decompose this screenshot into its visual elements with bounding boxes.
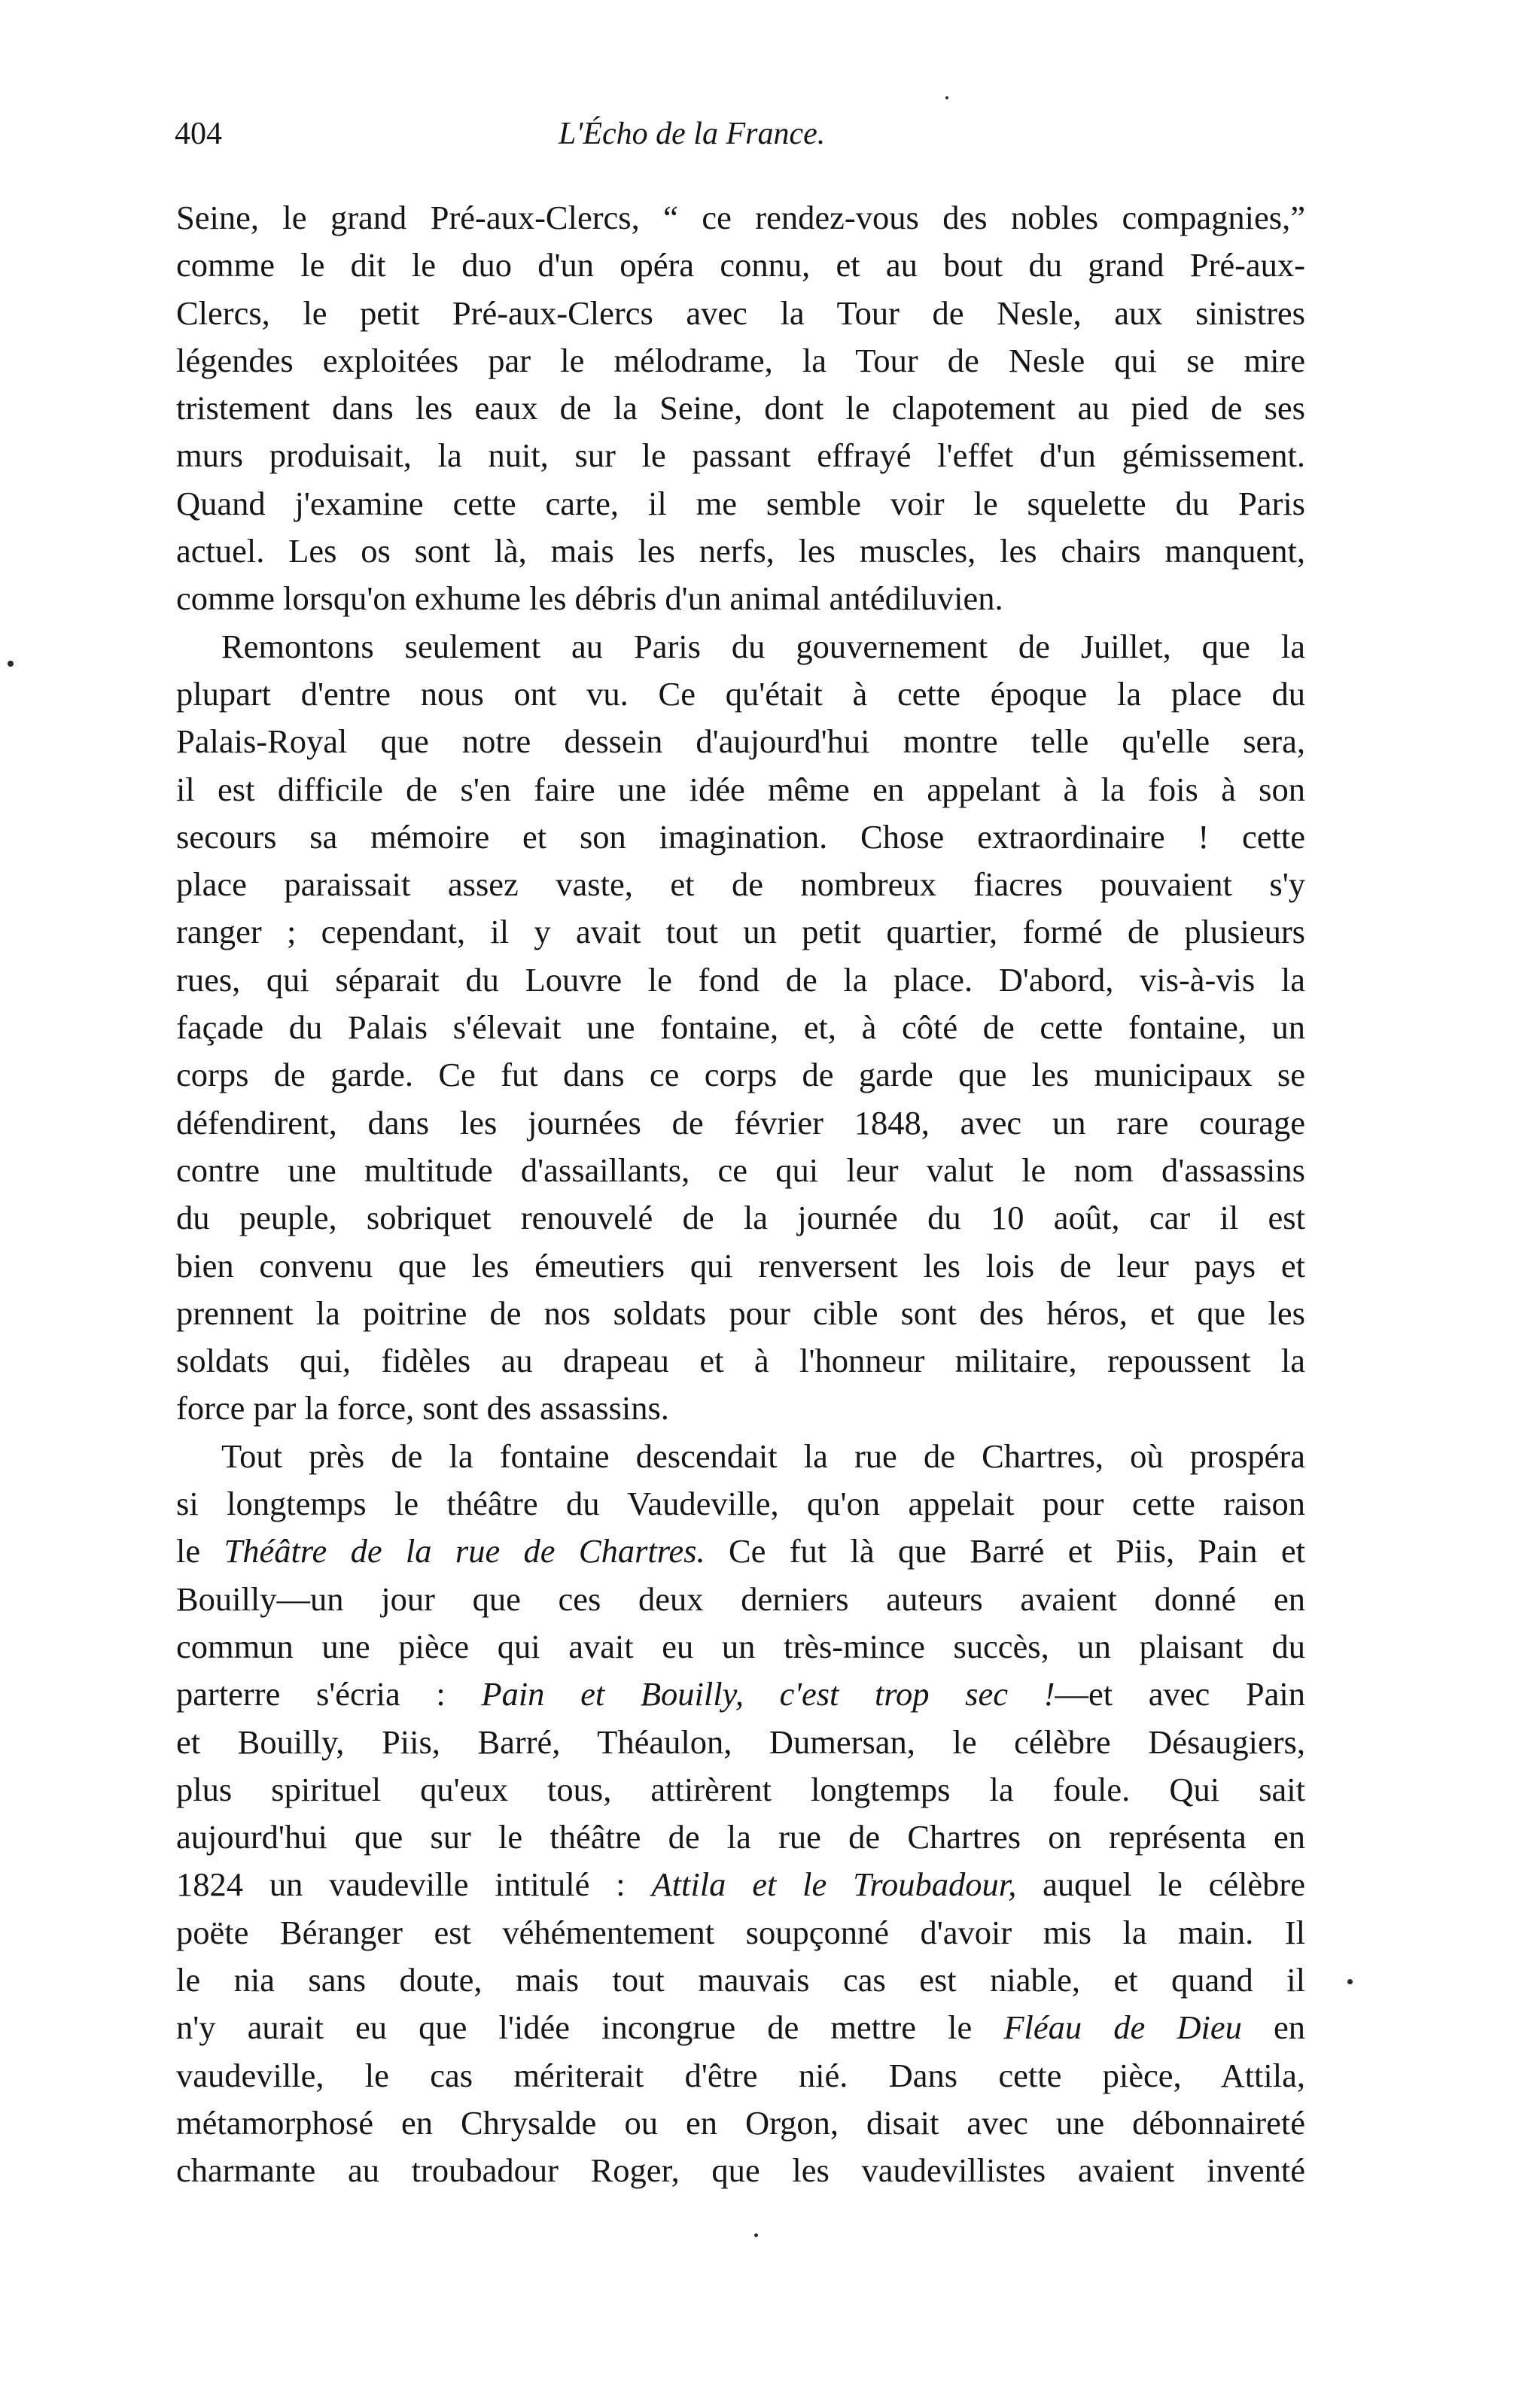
- text-line: défendirent, dans les journées de février 1848, avec un rare courage: [176, 1103, 1305, 1142]
- text-line: comme lorsqu'on exhume les débris d'un animal antédiluvien.: [176, 579, 1003, 618]
- text-line: vaudeville, le cas mériterait d'être nié. Dans cette pièce, Attila,: [176, 2056, 1305, 2094]
- text-line: [176, 1861, 1305, 1908]
- page-number: 404: [175, 117, 222, 151]
- text-line: force par la force, sont des assassins.: [176, 1389, 669, 1427]
- print-speck: [8, 661, 14, 667]
- text-line: actuel. Les os sont là, mais les nerfs, les muscles, les chairs manquent,: [176, 532, 1305, 570]
- text-line: et Bouilly, Piis, Barré, Théaulon, Dumersan, le célèbre Désaugiers,: [176, 1722, 1305, 1761]
- text-line: Quand j'examine cette carte, il me semble voir le squelette du Paris: [176, 484, 1305, 522]
- text-run: 1824 un vaudeville intitulé :: [176, 1865, 652, 1904]
- running-head: [175, 111, 1304, 157]
- text-line: si longtemps le théâtre du Vaudeville, qu'on appelait pour cette raison: [176, 1485, 1305, 1523]
- text-run: n'y aurait eu que l'idée incongrue de mettre le: [176, 2008, 1004, 2047]
- text-line: ranger ; cependant, il y avait tout un petit quartier, formé de plusieurs: [176, 913, 1305, 951]
- text-line: bien convenu que les émeutiers qui renversent les lois de leur pays et: [176, 1246, 1305, 1285]
- text-run: en: [1241, 2008, 1305, 2047]
- text-line: prennent la poitrine de nos soldats pour cible sont des héros, et que les: [176, 1294, 1305, 1332]
- text-line: tristement dans les eaux de la Seine, dont le clapotement au pied de ses: [176, 389, 1305, 427]
- italic-title: Attila et le Troubadour,: [651, 1865, 1017, 1904]
- text-line: rues, qui séparait du Louvre le fond de la place. D'abord, vis-à-vis la: [176, 960, 1305, 999]
- text-line: comme le dit le duo d'un opéra connu, et au bout du grand Pré-aux-: [176, 246, 1305, 284]
- text-line: aujourd'hui que sur le théâtre de la rue de Chartres on représenta en: [176, 1818, 1305, 1856]
- text-line: Seine, le grand Pré-aux-Clercs, “ ce rendez-vous des nobles compagnies,”: [176, 199, 1305, 236]
- text-line: Clercs, le petit Pré-aux-Clercs avec la Tour de Nesle, aux sinistres: [176, 293, 1305, 332]
- text-line: plupart d'entre nous ont vu. Ce qu'était à cette époque la place du: [176, 674, 1305, 713]
- print-speck: [754, 2233, 758, 2237]
- text-line: [176, 2004, 1305, 2051]
- text-line: place paraissait assez vaste, et de nombreux fiacres pouvaient s'y: [176, 865, 1305, 904]
- italic-title: Fléau de Dieu: [1003, 2008, 1242, 2047]
- text-run: auquel le célèbre: [1016, 1865, 1306, 1904]
- italic-title: Théâtre de la rue de Chartres.: [224, 1532, 705, 1570]
- text-line: commun une pièce qui avait eu un très-mince succès, un plaisant du: [176, 1627, 1305, 1665]
- text-line: [176, 1528, 1305, 1575]
- text-line: Tout près de la fontaine descendait la rue de Chartres, où prospéra: [221, 1437, 1305, 1475]
- text-line: Palais-Royal que notre dessein d'aujourd'hui montre telle qu'elle sera,: [176, 722, 1305, 761]
- text-line: il est difficile de s'en faire une idée même en appelant à la fois à son: [176, 770, 1305, 808]
- text-line: contre une multitude d'assaillants, ce qui leur valut le nom d'assassins: [176, 1151, 1305, 1189]
- text-line: murs produisait, la nuit, sur le passant effrayé l'effet d'un gémissement.: [176, 436, 1305, 475]
- text-line: [176, 1671, 1305, 1718]
- text-line: Remontons seulement au Paris du gouvernement de Juillet, que la: [221, 627, 1305, 665]
- text-line: façade du Palais s'élevait une fontaine, et, à côté de cette fontaine, un: [176, 1008, 1305, 1047]
- text-line: le nia sans doute, mais tout mauvais cas est niable, et quand il: [176, 1960, 1305, 1999]
- running-title: L'Écho de la France.: [559, 117, 826, 151]
- italic-quote: Pain et Bouilly, c'est trop sec !: [481, 1675, 1055, 1713]
- text-line: Bouilly—un jour que ces deux derniers auteurs avaient donné en: [176, 1579, 1305, 1618]
- text-run: le: [176, 1532, 224, 1570]
- text-run: —et avec Pain: [1055, 1675, 1305, 1713]
- paragraph-1: [176, 194, 1305, 623]
- text-run: Ce fut là que Barré et Piis, Pain et: [705, 1532, 1305, 1570]
- text-line: plus spirituel qu'eux tous, attirèrent longtemps la foule. Qui sait: [176, 1770, 1305, 1808]
- text-line: poëte Béranger est véhémentement soupçonné d'avoir mis la main. Il: [176, 1913, 1305, 1951]
- text-line: métamorphosé en Chrysalde ou en Orgon, disait avec une débonnaireté: [176, 2103, 1305, 2142]
- print-speck: [1347, 1979, 1353, 1984]
- paragraph-3: [176, 1433, 1305, 2195]
- text-line: secours sa mémoire et son imagination. Chose extraordinaire ! cette: [176, 817, 1305, 856]
- text-line: du peuple, sobriquet renouvelé de la journée du 10 août, car il est: [176, 1199, 1305, 1237]
- body-text: [176, 194, 1305, 2194]
- paragraph-2: [176, 623, 1305, 1433]
- text-line: corps de garde. Ce fut dans ce corps de garde que les municipaux se: [176, 1056, 1305, 1094]
- text-run: parterre s'écria :: [176, 1675, 482, 1713]
- print-speck: [945, 96, 948, 99]
- text-line: charmante au troubadour Roger, que les vaudevillistes avaient inventé: [176, 2151, 1305, 2190]
- text-line: légendes exploitées par le mélodrame, la Tour de Nesle qui se mire: [176, 341, 1305, 379]
- text-line: soldats qui, fidèles au drapeau et à l'honneur militaire, repoussent la: [176, 1342, 1305, 1380]
